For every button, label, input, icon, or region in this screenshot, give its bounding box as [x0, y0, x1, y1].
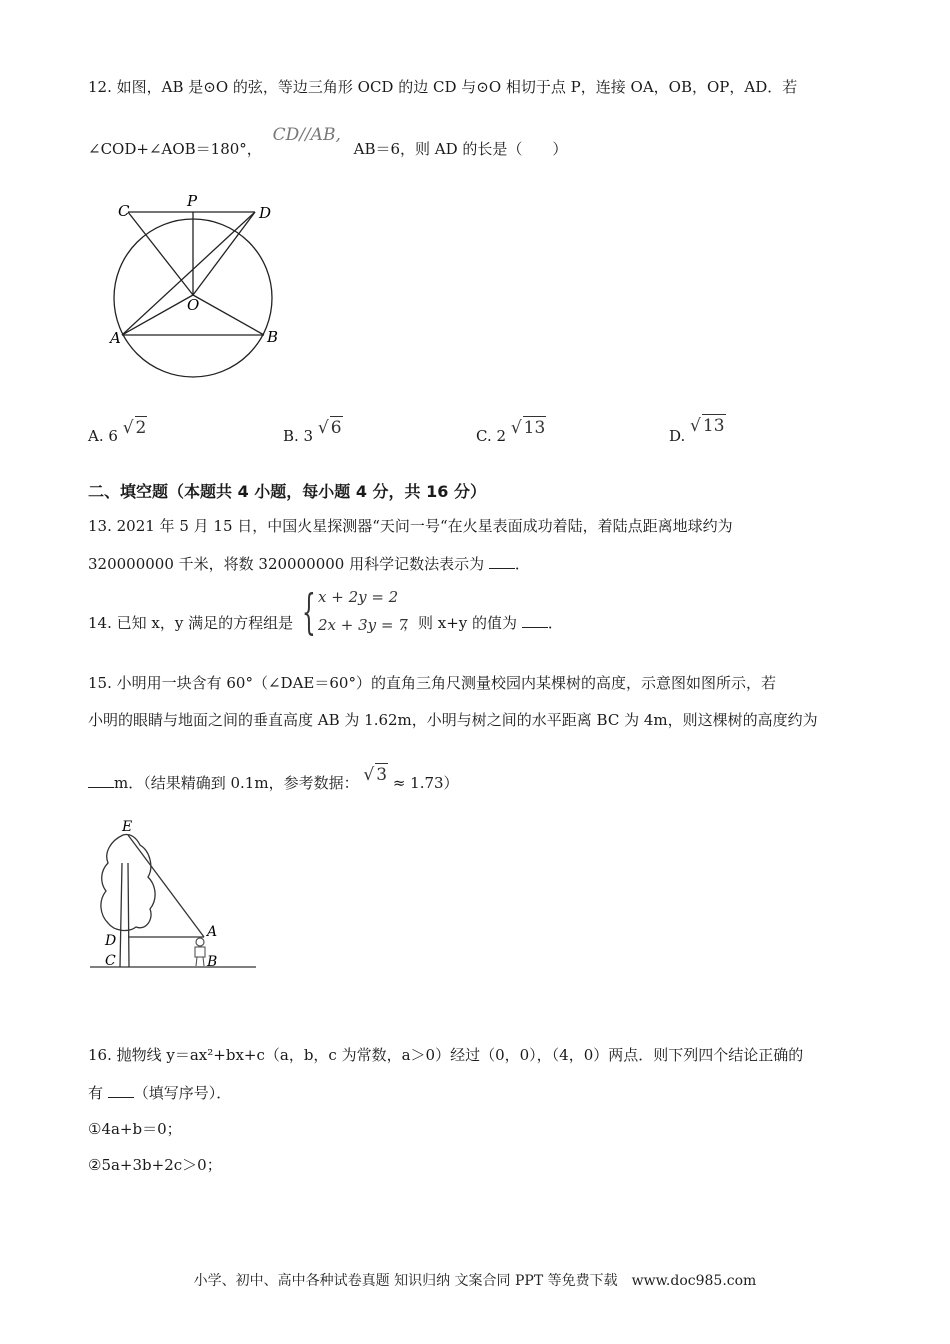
fig15-label-d: D [105, 933, 117, 949]
answer-blank[interactable] [489, 554, 515, 569]
q13-end: ． [514, 555, 530, 573]
section2-heading: 二、填空题（本题共 4 小题，每小题 4 分，共 16 分） [88, 482, 486, 501]
q16-item2: ②5a+3b+2c＞0； [88, 1156, 222, 1174]
q14-prefix: 14. 已知 x，y 满足的方程组是 [88, 614, 294, 632]
q12-option-b [283, 418, 343, 447]
brace-symbol: { [302, 584, 316, 640]
q14-suffix [403, 612, 563, 634]
fig15-label-e: E [122, 819, 133, 835]
q15-line1: 15. 小明用一块含有 60°（∠DAE＝60°）的直角三角尺测量校园内某棵树的高度，示意图如图所示，若 [88, 674, 776, 692]
q14-eq1: x + 2y = 2 [318, 588, 399, 606]
q13-text: 320000000 千米，将数 320000000 用科学记数法表示为 [88, 555, 485, 573]
answer-blank[interactable] [88, 773, 114, 788]
option-a-prefix: A. 6 [88, 427, 118, 445]
q12-option-c [476, 418, 546, 447]
q16-line2 [88, 1082, 231, 1104]
q12-question-text: AB＝6，则 AD 的长是（ ） [353, 140, 568, 158]
q14-end: ． [547, 614, 563, 632]
answer-blank[interactable] [108, 1083, 134, 1098]
fig12-label-a: A [110, 329, 121, 347]
q12-figure [100, 190, 300, 390]
q15-radicand: 3 [376, 765, 388, 785]
q16-item1: ①4a+b＝0； [88, 1120, 182, 1138]
q16-text-b: （填写序号）． [133, 1084, 232, 1102]
sqrt-symbol: √ 3 [363, 765, 388, 785]
q16-text-a: 有 [88, 1084, 104, 1102]
q12-option-a [88, 418, 147, 447]
q15-figure [88, 815, 263, 975]
fig15-label-b: B [207, 954, 218, 970]
option-d-prefix: D. [669, 427, 686, 445]
fig12-label-c: C [118, 202, 130, 220]
q12-line1: 12. 如图，AB 是⊙O 的弦，等边三角形 OCD 的边 CD 与⊙O 相切于点 P，连接 OA，OB，OP，AD．若 [88, 78, 798, 96]
q15-line3 [88, 765, 459, 794]
sqrt-symbol: √ 2 [122, 418, 147, 438]
q13-line2 [88, 553, 530, 575]
q12-parallel-condition: CD//AB, [272, 125, 341, 145]
q15-line2: 小明的眼睛与地面之间的垂直高度 AB 为 1.62m，小明与树之间的水平距离 BC 为 4m，则这棵树的高度约为 [88, 711, 818, 729]
q15-note: m．（结果精确到 0.1m，参考数据： [114, 774, 359, 792]
sqrt-symbol: √ 6 [317, 418, 342, 438]
q12-line2 [88, 125, 568, 160]
answer-blank[interactable] [522, 613, 548, 628]
footer: 小学、初中、高中各种试卷真题 知识归纳 文案合同 PPT 等免费下载 www.doc985.com [193, 1273, 757, 1289]
fig12-label-p: P [187, 192, 198, 210]
q14-eq2: 2x + 3y = 7 [318, 616, 408, 634]
q15-approx: ≈ 1.73） [392, 774, 459, 792]
fig15-label-c: C [105, 953, 116, 969]
option-b-prefix: B. 3 [283, 427, 314, 445]
sqrt-symbol: √ 13 [510, 418, 546, 438]
fig12-label-d: D [259, 204, 272, 222]
q12-angle-condition: ∠COD+∠AOB＝180°， [88, 140, 262, 158]
q14-equation-system [302, 584, 408, 640]
option-c-prefix: C. 2 [476, 427, 507, 445]
fig15-label-a: A [207, 924, 218, 940]
option-d-radicand: 13 [702, 416, 725, 436]
sqrt-symbol: √ 13 [690, 416, 725, 436]
option-a-radicand: 2 [135, 418, 147, 438]
q16-line1: 16. 抛物线 y＝ax²+bx+c（a，b，c 为常数，a＞0）经过（0，0），（4，0）两点．则下列四个结论正确的 [88, 1046, 804, 1064]
q14-suffix-text: ，则 x+y 的值为 [403, 614, 518, 632]
q13-line1: 13. 2021 年 5 月 15 日，中国火星探测器“天问一号“在火星表面成功着陆，着陆点距离地球约为 [88, 517, 733, 535]
option-b-radicand: 6 [330, 418, 342, 438]
q12-option-d [669, 416, 726, 447]
fig12-label-o: O [187, 296, 200, 314]
option-c-radicand: 13 [523, 418, 546, 438]
fig12-label-b: B [267, 328, 279, 346]
